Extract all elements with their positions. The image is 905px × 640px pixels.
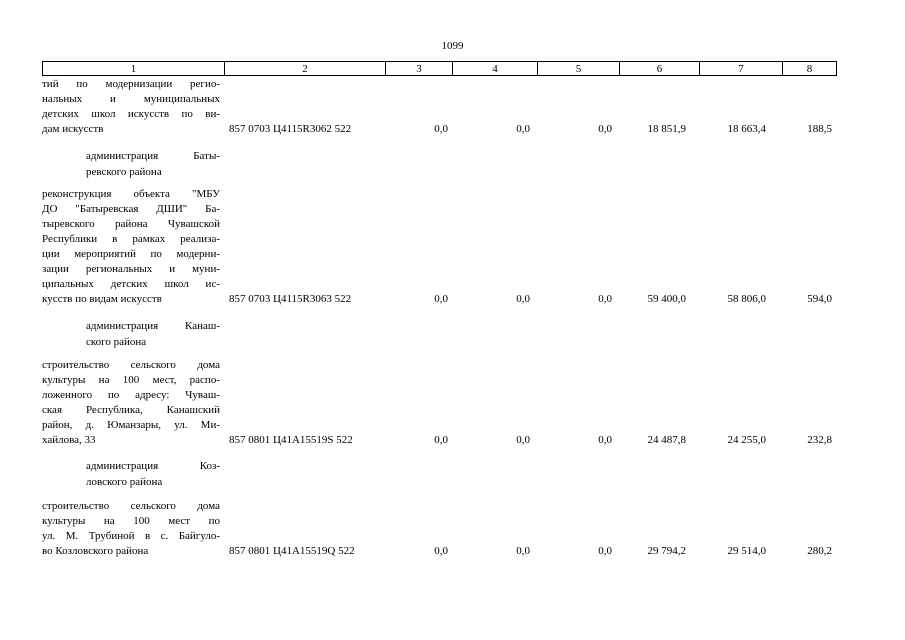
desc-line: строительство сельского дома <box>42 359 220 371</box>
org-line: ского района <box>86 336 147 348</box>
header-col-2: 2 <box>225 62 386 76</box>
org-line: администрация Канаш- <box>86 320 220 332</box>
value-col-4: 0,0 <box>516 123 530 135</box>
desc-line: ДО "Батыревская ДШИ" Ба- <box>42 203 220 215</box>
desc-line: культуры на 100 мест, распо- <box>42 374 220 386</box>
value-col-7: 29 514,0 <box>727 545 766 557</box>
desc-line: зации региональных и муни- <box>42 263 220 275</box>
value-col-3: 0,0 <box>434 434 448 446</box>
value-col-5: 0,0 <box>598 434 612 446</box>
header-col-5: 5 <box>538 62 620 76</box>
header-col-1: 1 <box>43 62 225 76</box>
desc-line: кусств по видам искусств <box>42 293 162 305</box>
value-col-6: 29 794,2 <box>647 545 686 557</box>
value-col-4: 0,0 <box>516 545 530 557</box>
budget-code: 857 0801 Ц41А15519S 522 <box>229 434 353 446</box>
value-col-7: 18 663,4 <box>727 123 766 135</box>
desc-line: культуры на 100 мест по <box>42 515 220 527</box>
value-col-4: 0,0 <box>516 434 530 446</box>
desc-line: ложенного по адресу: Чуваш- <box>42 389 220 401</box>
org-line: ревского района <box>86 166 162 178</box>
desc-line: тыревского района Чувашской <box>42 218 220 230</box>
value-col-3: 0,0 <box>434 293 448 305</box>
value-col-8: 232,8 <box>807 434 832 446</box>
value-col-8: 594,0 <box>807 293 832 305</box>
value-col-5: 0,0 <box>598 123 612 135</box>
header-col-8: 8 <box>783 62 837 76</box>
desc-line: реконструкция объекта "МБУ <box>42 188 220 200</box>
value-col-6: 18 851,9 <box>647 123 686 135</box>
row-description <box>42 499 220 559</box>
budget-code: 857 0703 Ц4115R3063 522 <box>229 293 352 305</box>
organization-name <box>86 318 220 350</box>
desc-line: ции мероприятий по модерни- <box>42 248 220 260</box>
desc-line: нальных и муниципальных <box>42 93 220 105</box>
budget-code: 857 0801 Ц41А15519Q 522 <box>229 545 355 557</box>
org-line: ловского района <box>86 476 163 488</box>
header-col-3: 3 <box>386 62 453 76</box>
value-col-8: 280,2 <box>807 545 832 557</box>
desc-line: детских школ искусств по ви- <box>42 108 220 120</box>
organization-name <box>86 458 220 490</box>
value-col-5: 0,0 <box>598 293 612 305</box>
value-col-6: 24 487,8 <box>647 434 686 446</box>
org-line: администрация Коз- <box>86 460 220 472</box>
desc-line: дам искусств <box>42 123 104 135</box>
desc-line: хайлова, 33 <box>42 434 96 446</box>
row-description <box>42 187 220 307</box>
desc-line: ская Республика, Канашский <box>42 404 220 416</box>
desc-line: Республики в рамках реализа- <box>42 233 220 245</box>
desc-line: тий по модернизации регио- <box>42 78 220 90</box>
budget-code: 857 0703 Ц4115R3062 522 <box>229 123 352 135</box>
desc-line: ципальных детских школ ис- <box>42 278 220 290</box>
value-col-7: 58 806,0 <box>727 293 766 305</box>
header-col-6: 6 <box>620 62 700 76</box>
desc-line: во Козловского района <box>42 545 149 557</box>
value-col-6: 59 400,0 <box>647 293 686 305</box>
row-description <box>42 77 220 137</box>
organization-name <box>86 148 220 180</box>
value-col-4: 0,0 <box>516 293 530 305</box>
value-col-8: 188,5 <box>807 123 832 135</box>
desc-line: строительство сельского дома <box>42 500 220 512</box>
desc-line: ул. М. Трубиной в с. Байгуло- <box>42 530 220 542</box>
row-description <box>42 358 220 448</box>
column-number-header <box>42 61 837 76</box>
value-col-3: 0,0 <box>434 545 448 557</box>
org-line: администрация Баты- <box>86 150 220 162</box>
page-number: 1099 <box>441 40 464 52</box>
value-col-5: 0,0 <box>598 545 612 557</box>
header-col-4: 4 <box>453 62 538 76</box>
desc-line: район, д. Юманзары, ул. Ми- <box>42 419 220 431</box>
value-col-7: 24 255,0 <box>727 434 766 446</box>
header-col-7: 7 <box>700 62 783 76</box>
value-col-3: 0,0 <box>434 123 448 135</box>
